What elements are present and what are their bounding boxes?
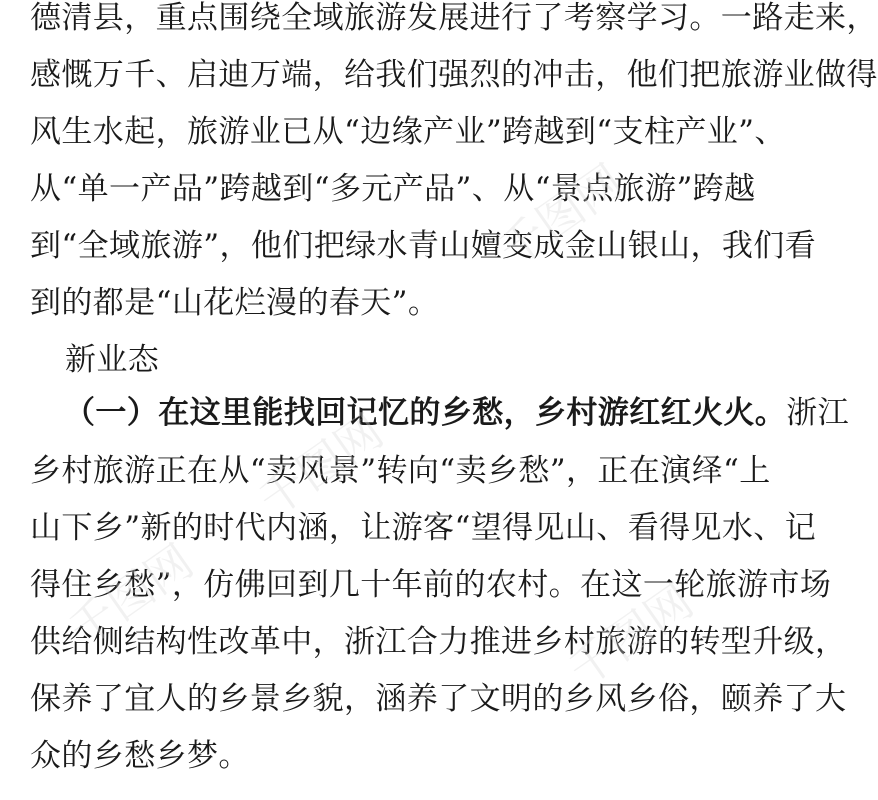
section-label: 新业态 bbox=[65, 342, 160, 378]
paragraph-line: 保养了宜人的乡景乡貌，涵养了文明的乡风乡俗，颐养了大 bbox=[30, 681, 847, 717]
paragraph-line: 感慨万千、启迪万端，给我们强烈的冲击，他们把旅游业做得 bbox=[30, 57, 878, 93]
paragraph-line: 众的乡愁乡梦。 bbox=[30, 738, 250, 774]
section-heading: （一）在这里能找回记忆的乡愁，乡村游红红火火。 bbox=[64, 395, 787, 431]
paragraph-line: 从“单一产品”跨越到“多元产品”、从“景点旅游”跨越 bbox=[30, 171, 756, 207]
section-heading-line bbox=[64, 393, 849, 433]
watermark: 千图网 bbox=[58, 533, 203, 658]
paragraph-line: 得住乡愁”，仿佛回到几十年前的农村。在这一轮旅游市场 bbox=[30, 567, 832, 603]
watermark: 千图网 bbox=[248, 403, 393, 528]
watermark: 千图网 bbox=[488, 153, 633, 278]
heading-tail: 浙江 bbox=[786, 395, 850, 431]
paragraph-line: 乡村旅游正在从“卖风景”转向“卖乡愁”，正在演绎“上 bbox=[30, 453, 771, 489]
paragraph-line: 到“全域旅游”，他们把绿水青山嬗变成金山银山，我们看 bbox=[30, 228, 817, 264]
paragraph-line: 风生水起，旅游业已从“边缘产业”跨越到“支柱产业”、 bbox=[30, 114, 786, 150]
paragraph-line: 山下乡”新的时代内涵，让游客“望得见山、看得见水、记 bbox=[30, 510, 817, 546]
paragraph-line: 供给侧结构性改革中，浙江合力推进乡村旅游的转型升级， bbox=[30, 624, 847, 660]
paragraph-line: 德清县，重点围绕全域旅游发展进行了考察学习。一路走来， bbox=[30, 0, 878, 36]
watermark: 千图网 bbox=[558, 573, 703, 698]
paragraph-line: 到的都是“山花烂漫的春天”。 bbox=[30, 285, 440, 321]
